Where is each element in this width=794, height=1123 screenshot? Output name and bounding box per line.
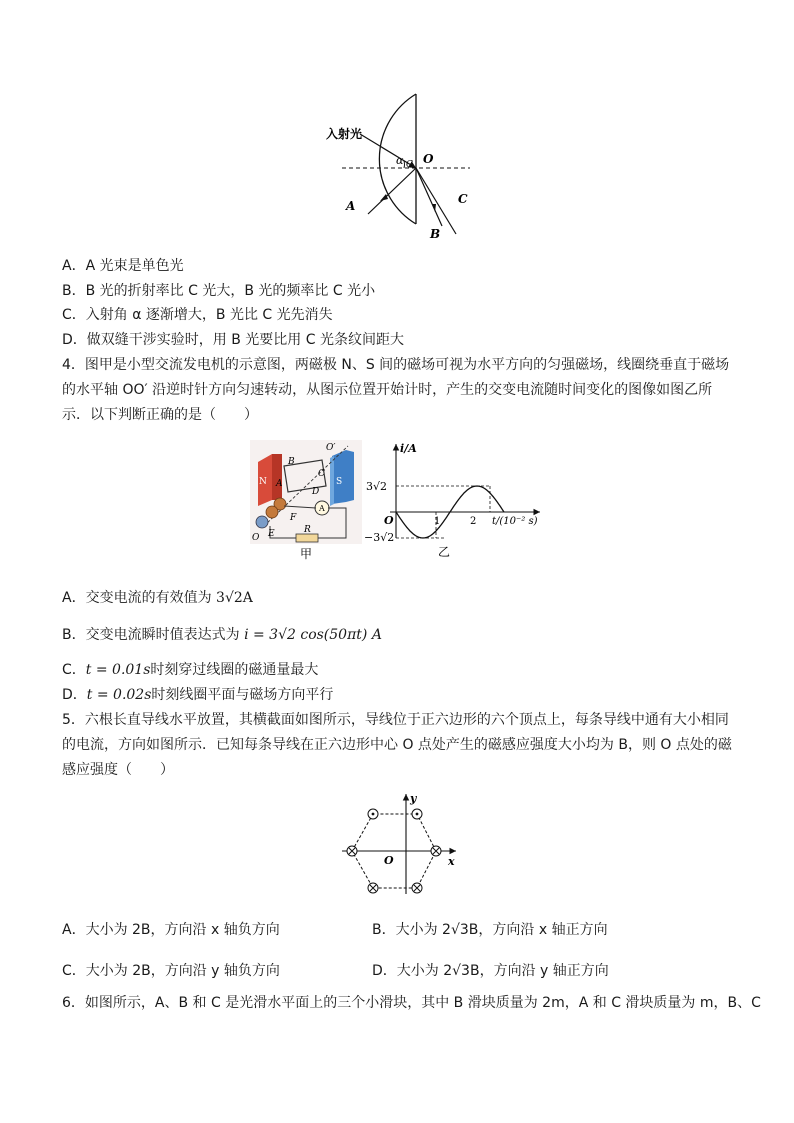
svg-text:E: E (268, 529, 275, 539)
wire-cross-4 (412, 883, 422, 893)
svg-text:R: R (304, 525, 311, 535)
label-b: B (430, 227, 441, 241)
svg-text:2: 2 (470, 516, 477, 527)
svg-text:A: A (276, 479, 283, 489)
label-a: A (346, 199, 356, 213)
prism-figure (320, 88, 480, 246)
q3-option-a: A．A 光束是单色光 (62, 258, 184, 274)
q4-option-c: C．t = 0.01s时刻穿过线圈的磁通量最大 (62, 662, 319, 678)
q4-option-b: B．交变电流瞬时值表达式为 i = 3√2 cos(50πt) A (62, 627, 382, 643)
q3-option-b: B．B 光的折射率比 C 光大，B 光的频率比 C 光小 (62, 283, 376, 299)
svg-text:y: y (410, 792, 417, 805)
svg-text:t/(10⁻² s): t/(10⁻² s) (492, 516, 538, 527)
label-c: C (458, 192, 468, 206)
svg-text:i/A: i/A (400, 442, 417, 455)
svg-text:C: C (318, 469, 325, 479)
wire-cross-3 (368, 883, 378, 893)
label-c-small: C (406, 160, 413, 170)
ray-c (416, 168, 456, 234)
caption-yi: 乙 (438, 545, 451, 559)
svg-text:A: A (319, 504, 325, 513)
label-incident: 入射光 (326, 127, 363, 141)
q3-option-c: C．入射角 α 逐渐增大，B 光比 C 光先消失 (62, 307, 333, 323)
svg-text:1: 1 (434, 516, 441, 527)
q5-option-c: C．大小为 2B，方向沿 y 轴负方向 (62, 963, 280, 979)
svg-text:O: O (384, 514, 394, 527)
q4-stem-line2: 的水平轴 OO′ 沿逆时针方向匀速转动，从图示位置开始计时，产生的交变电流随时间变化的图像如图乙所 (62, 382, 713, 398)
svg-text:x: x (448, 855, 455, 868)
generator-figure (250, 440, 368, 562)
hexagon-figure (338, 790, 462, 898)
wire-cross-1 (347, 846, 357, 856)
svg-text:−3√2: −3√2 (364, 531, 395, 544)
wire-dot-2 (412, 809, 422, 819)
current-graph (364, 440, 554, 562)
svg-text:F: F (290, 513, 297, 523)
svg-text:O: O (252, 533, 260, 543)
q6-stem-line1: 6．如图所示，A、B 和 C 是光滑水平面上的三个小滑块，其中 B 滑块质量为 2m，A 和 C 滑块质量为 m，B、C (62, 995, 761, 1011)
label-alpha: α (396, 154, 404, 167)
ray-a (368, 168, 416, 214)
q5-stem-line2: 的电流，方向如图所示．已知每条导线在正六边形中心 O 点处产生的磁感应强度大小均为 B，则 O 点处的磁 (62, 737, 732, 753)
caption-jia: 甲 (300, 547, 313, 561)
svg-text:N: N (259, 477, 267, 487)
ray-b (416, 168, 442, 226)
q4-stem-line1: 4．图甲是小型交流发电机的示意图，两磁极 N、S 间的磁场可视为水平方向的匀强磁场，线圈绕垂直于磁场 (62, 357, 730, 373)
label-o: O (423, 152, 434, 166)
q5-option-a: A．大小为 2B，方向沿 x 轴负方向 (62, 922, 280, 938)
q4-stem-line3: 示．以下判断正确的是（ ） (62, 407, 258, 423)
q5-stem-line3: 感应强度（ ） (62, 762, 174, 778)
svg-text:D: D (312, 487, 320, 497)
q3-option-d: D．做双缝干涉实验时，用 B 光要比用 C 光条纹间距大 (62, 332, 404, 348)
resistor (296, 534, 318, 542)
q5-stem-line1: 5．六根长直导线水平放置，其横截面如图所示，导线位于正六边形的六个顶点上，每条导线中通有大小相同 (62, 712, 729, 728)
svg-text:3√2: 3√2 (366, 480, 388, 493)
svg-text:O′: O′ (326, 443, 336, 453)
wire-cross-2 (431, 846, 441, 856)
wire-dot-1 (368, 809, 378, 819)
q4-option-d: D．t = 0.02s时刻线圈平面与磁场方向平行 (62, 687, 334, 703)
q4-option-a: A．交变电流的有效值为 3√2A (62, 590, 253, 606)
q5-option-d: D．大小为 2√3B，方向沿 y 轴正方向 (372, 963, 609, 979)
svg-text:B: B (288, 457, 295, 467)
svg-text:S: S (336, 477, 343, 487)
svg-text:O: O (384, 854, 394, 867)
q5-option-b: B．大小为 2√3B，方向沿 x 轴正方向 (372, 922, 608, 938)
